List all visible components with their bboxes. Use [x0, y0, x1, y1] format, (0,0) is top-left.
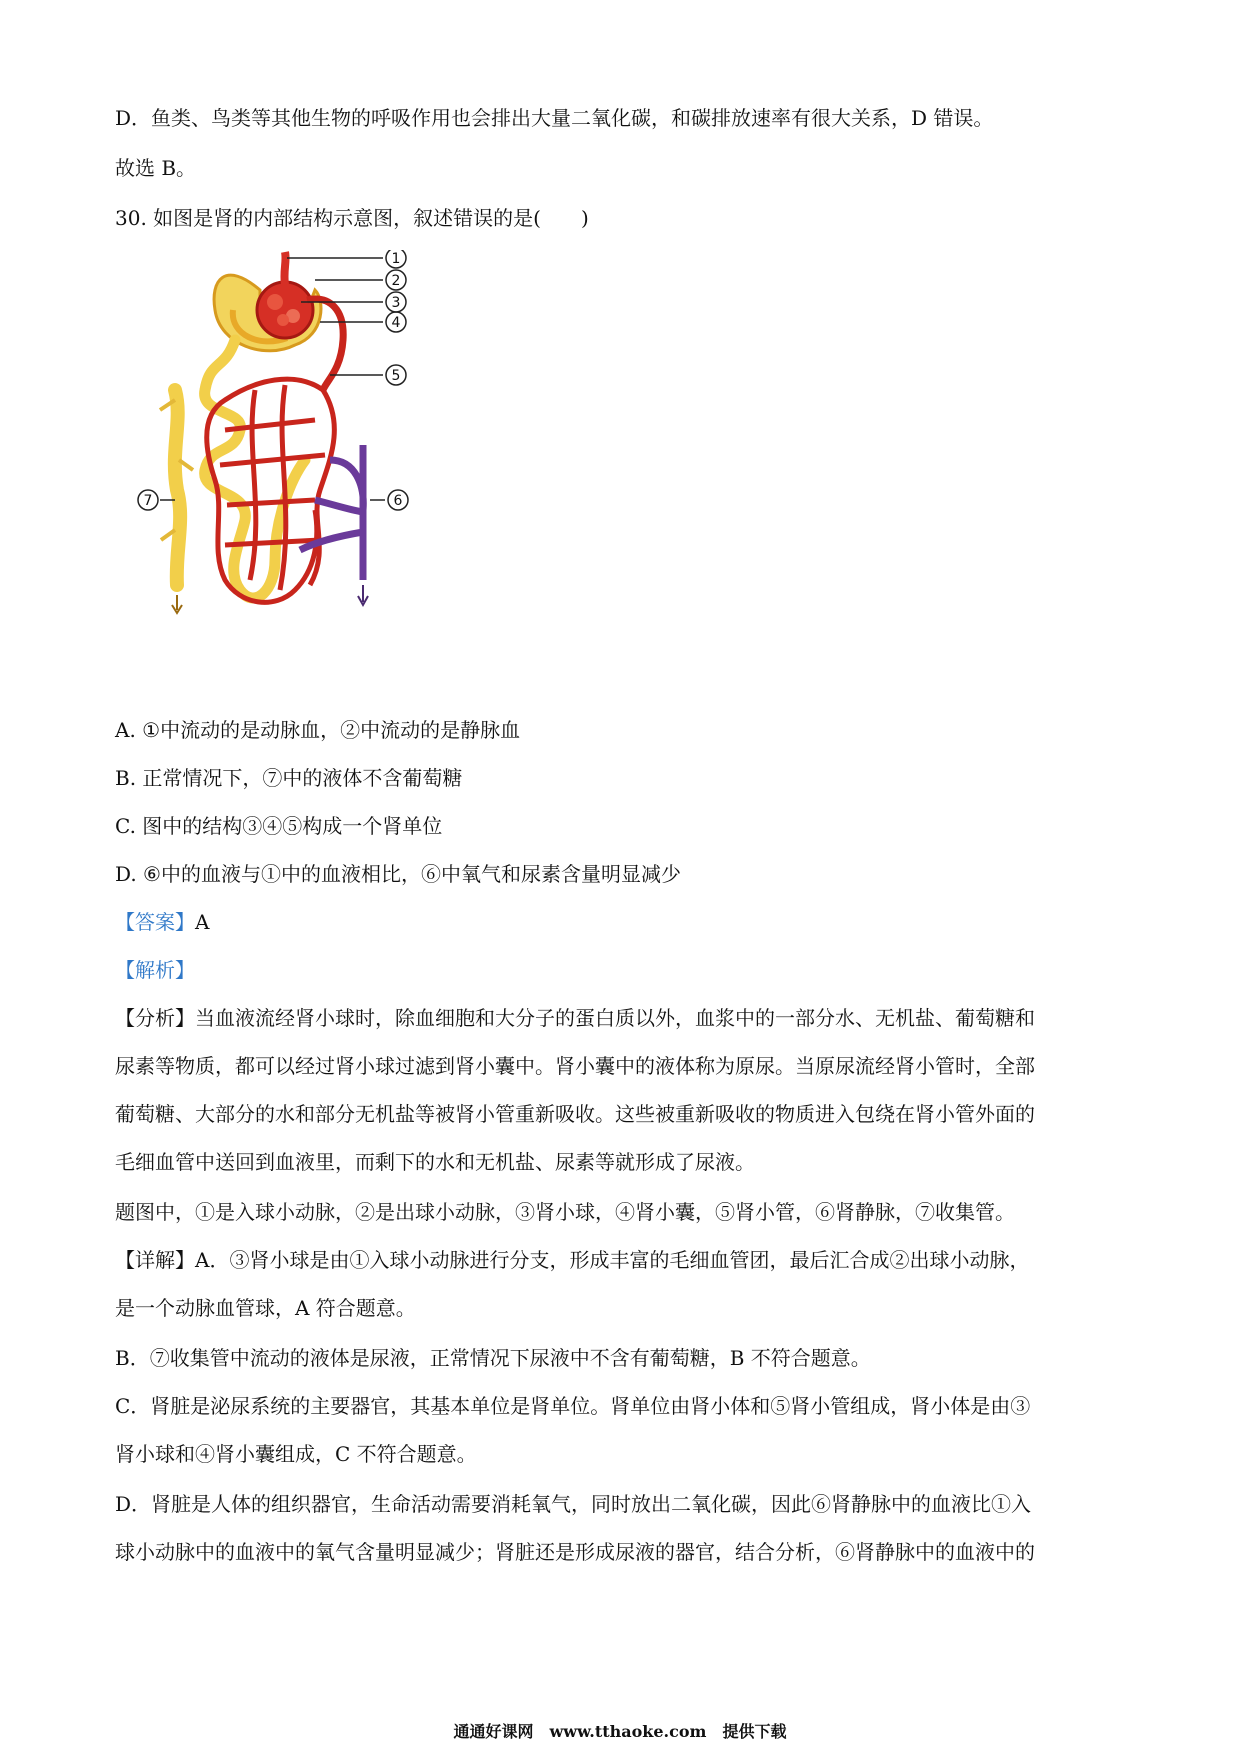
analysis-line: 球小动脉中的血液中的氧气含量明显减少；肾脏还是形成尿液的器官，结合分析，⑥肾静脉中的血液中的	[115, 1540, 1035, 1564]
analysis-line: 题图中，①是入球小动脉，②是出球小动脉，③肾小球，④肾小囊，⑤肾小管，⑥肾静脉，⑦收集管。	[115, 1200, 1015, 1224]
nephron-diagram	[115, 250, 435, 660]
renal-vein	[300, 445, 363, 580]
prev-option-d: D．鱼类、鸟类等其他生物的呼吸作用也会排出大量二氧化碳，和碳排放速率有很大关系，D 错误。	[115, 106, 994, 130]
option-b: B. 正常情况下，⑦中的液体不含葡萄糖	[115, 766, 463, 790]
analysis-line: 葡萄糖、大部分的水和部分无机盐等被肾小管重新吸收。这些被重新吸收的物质进入包绕在肾小管外面的	[115, 1102, 1035, 1126]
option-d: D. ⑥中的血液与①中的血液相比，⑥中氧气和尿素含量明显减少	[115, 862, 681, 886]
analysis-line: 是一个动脉血管球，A 符合题意。	[115, 1296, 416, 1320]
analysis-header: 【解析】	[115, 958, 195, 982]
analysis-line: C．肾脏是泌尿系统的主要器官，其基本单位是肾单位。肾单位由肾小体和⑤肾小管组成，肾小体是由③	[115, 1394, 1031, 1418]
figure-label: 3	[391, 295, 401, 311]
figure-label: 5	[391, 368, 401, 384]
analysis-line: 【详解】A．③肾小球是由①入球小动脉进行分支，形成丰富的毛细血管团，最后汇合成②出球小动脉，	[115, 1248, 1030, 1272]
analysis-line: 【分析】当血液流经肾小球时，除血细胞和大分子的蛋白质以外，血浆中的一部分水、无机盐、葡萄糖和	[115, 1006, 1035, 1030]
analysis-line: 尿素等物质，都可以经过肾小球过滤到肾小囊中。肾小囊中的液体称为原尿。当原尿流经肾小管时，全部	[115, 1054, 1035, 1078]
figure-label: 7	[143, 493, 153, 509]
figure-label: 1	[391, 251, 401, 267]
analysis-line: B．⑦收集管中流动的液体是尿液，正常情况下尿液中不含有葡萄糖，B 不符合题意。	[115, 1346, 871, 1370]
footer-source: 通通好课网 www.tthaoke.com 提供下载	[453, 1722, 787, 1741]
option-c: C. 图中的结构③④⑤构成一个肾单位	[115, 814, 443, 838]
figure-label: 6	[393, 493, 403, 509]
question-stem: 30. 如图是肾的内部结构示意图，叙述错误的是( )	[115, 206, 589, 230]
figure-label: 4	[391, 315, 401, 331]
figure-label: 2	[391, 273, 401, 289]
collecting-duct	[175, 390, 180, 585]
glomerulus	[257, 282, 313, 338]
answer-row	[115, 908, 209, 936]
analysis-line: D．肾脏是人体的组织器官，生命活动需要消耗氧气，同时放出二氧化碳，因此⑥肾静脉中的血液比①入	[115, 1492, 1032, 1516]
answer-label: 【答案】	[115, 910, 195, 934]
analysis-line: 肾小球和④肾小囊组成，C 不符合题意。	[115, 1442, 477, 1466]
afferent-arteriole	[284, 252, 285, 285]
answer-value: A	[195, 910, 210, 934]
prev-conclusion: 故选 B。	[115, 156, 197, 180]
option-a: A. ①中流动的是动脉血，②中流动的是静脉血	[115, 718, 521, 742]
analysis-line: 毛细血管中送回到血液里，而剩下的水和无机盐、尿素等就形成了尿液。	[115, 1150, 755, 1174]
